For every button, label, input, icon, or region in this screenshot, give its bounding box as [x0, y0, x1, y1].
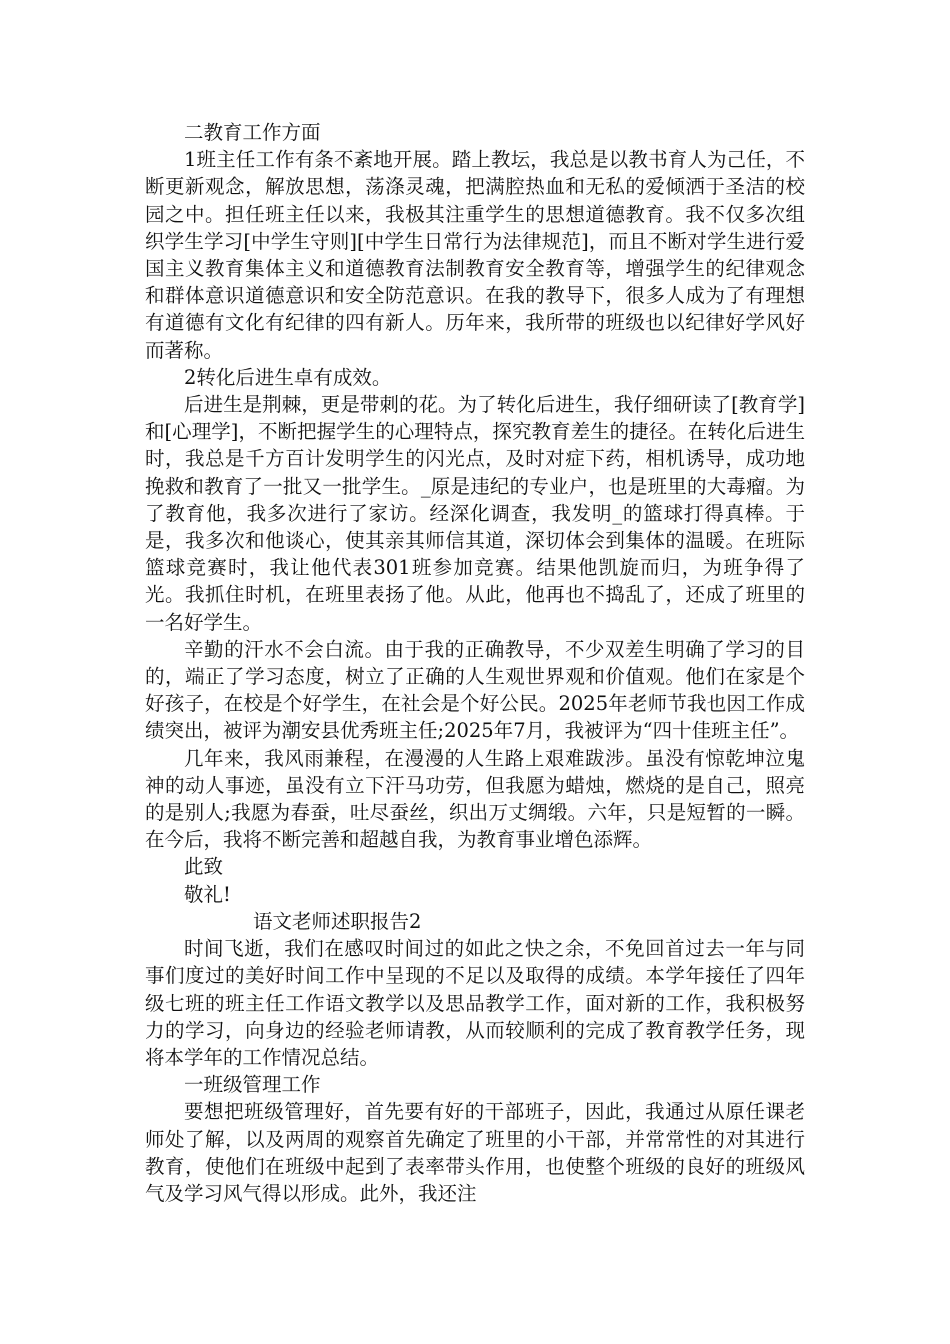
- paragraph-class-management: 要想把班级管理好，首先要有好的干部班子，因此，我通过从原任课老师处了解，以及两周的观察首先确定了班里的小干部，并常常性的对其进行教育，使他们在班级中起到了表率带头作用，也使整个班级的良好的班级风气及学习风气得以形成。此外，我还注: [145, 1100, 805, 1205]
- section-heading-class-management: 一班级管理工作: [184, 1073, 321, 1097]
- paragraph-intro: 时间飞逝，我们在感叹时间过的如此之快之余，不免回首过去一年与同事们度过的美好时间工作中呈现的不足以及取得的成绩。本学年接任了四年级七班的班主任工作语文教学以及思品教学工作，面对新的工作，我积极努力的学习，向身边的经验老师请教，从而较顺利的完成了教育教学任务，现将本学年的工作情况总结。: [145, 937, 805, 1069]
- section-heading-education-work: 二教育工作方面: [184, 121, 321, 144]
- closing-regards: 敬礼!: [184, 882, 231, 906]
- paragraph-results: 辛勤的汗水不会白流。由于我的正确教导，不少双差生明确了学习的目的，端正了学习态度，树立了正确的人生观世界观和价值观。他们在家是个好孩子，在校是个好学生，在社会是个好公民。2025年老师节我也因工作成绩突出，被评为潮安县优秀班主任;2025年7月，我被评为“四十佳班主任”。: [145, 637, 805, 743]
- report-title: 语文老师述职报告2: [253, 909, 422, 933]
- document-page: [145, 119, 805, 1207]
- paragraph-transforming-students: 后进生是荆棘，更是带刺的花。为了转化后进生，我仔细研读了[教育学]和[心理学]，不断把握学生的心理特点，探究教育差生的捷径。在转化后进生时，我总是千方百计发明学生的闪光点，及时对症下药，相机诱导，成功地挽救和教育了一批又一批学生。_原是违纪的专业户，也是班里的大毒瘤。为了教育他，我多次进行了家访。经深化调查，我发明_的篮球打得真棒。于是，我多次和他谈心，使其亲其师信其道，深切体会到集体的温暖。在班际篮球竞赛时，我让他代表301班参加竞赛。结果他凯旋而归，为班争得了光。我抓住时机，在班里表扬了他。从此，他再也不捣乱了，还成了班里的一名好学生。: [145, 393, 805, 634]
- subheading-transforming-students: 2转化后进生卓有成效。: [184, 365, 392, 389]
- closing-salutation: 此致: [184, 855, 224, 879]
- paragraph-reflection: 几年来，我风雨兼程，在漫漫的人生路上艰难跋涉。虽没有惊乾坤泣鬼神的动人事迹，虽没有立下汗马功劳，但我愿为蜡烛，燃烧的是自己，照亮的是别人;我愿为春蚕，吐尽蚕丝，织出万丈绸缎。六年，只是短暂的一瞬。在今后，我将不断完善和超越自我，为教育事业增色添辉。: [145, 746, 805, 852]
- paragraph-class-teacher-work: 1班主任工作有条不紊地开展。踏上教坛，我总是以教书育人为己任，不断更新观念，解放思想，荡涤灵魂，把满腔热血和无私的爱倾洒于圣洁的校园之中。担任班主任以来，我极其注重学生的思想道德教育。我不仅多次组织学生学习[中学生守则][中学生日常行为法律规范]，而且不断对学生进行爱国主义教育集体主义和道德教育法制教育安全教育等，增强学生的纪律观念和群体意识道德意识和安全防范意识。在我的教导下，很多人成为了有理想有道德有文化有纪律的四有新人。历年来，我所带的班级也以纪律好学风好而著称。: [145, 148, 805, 362]
